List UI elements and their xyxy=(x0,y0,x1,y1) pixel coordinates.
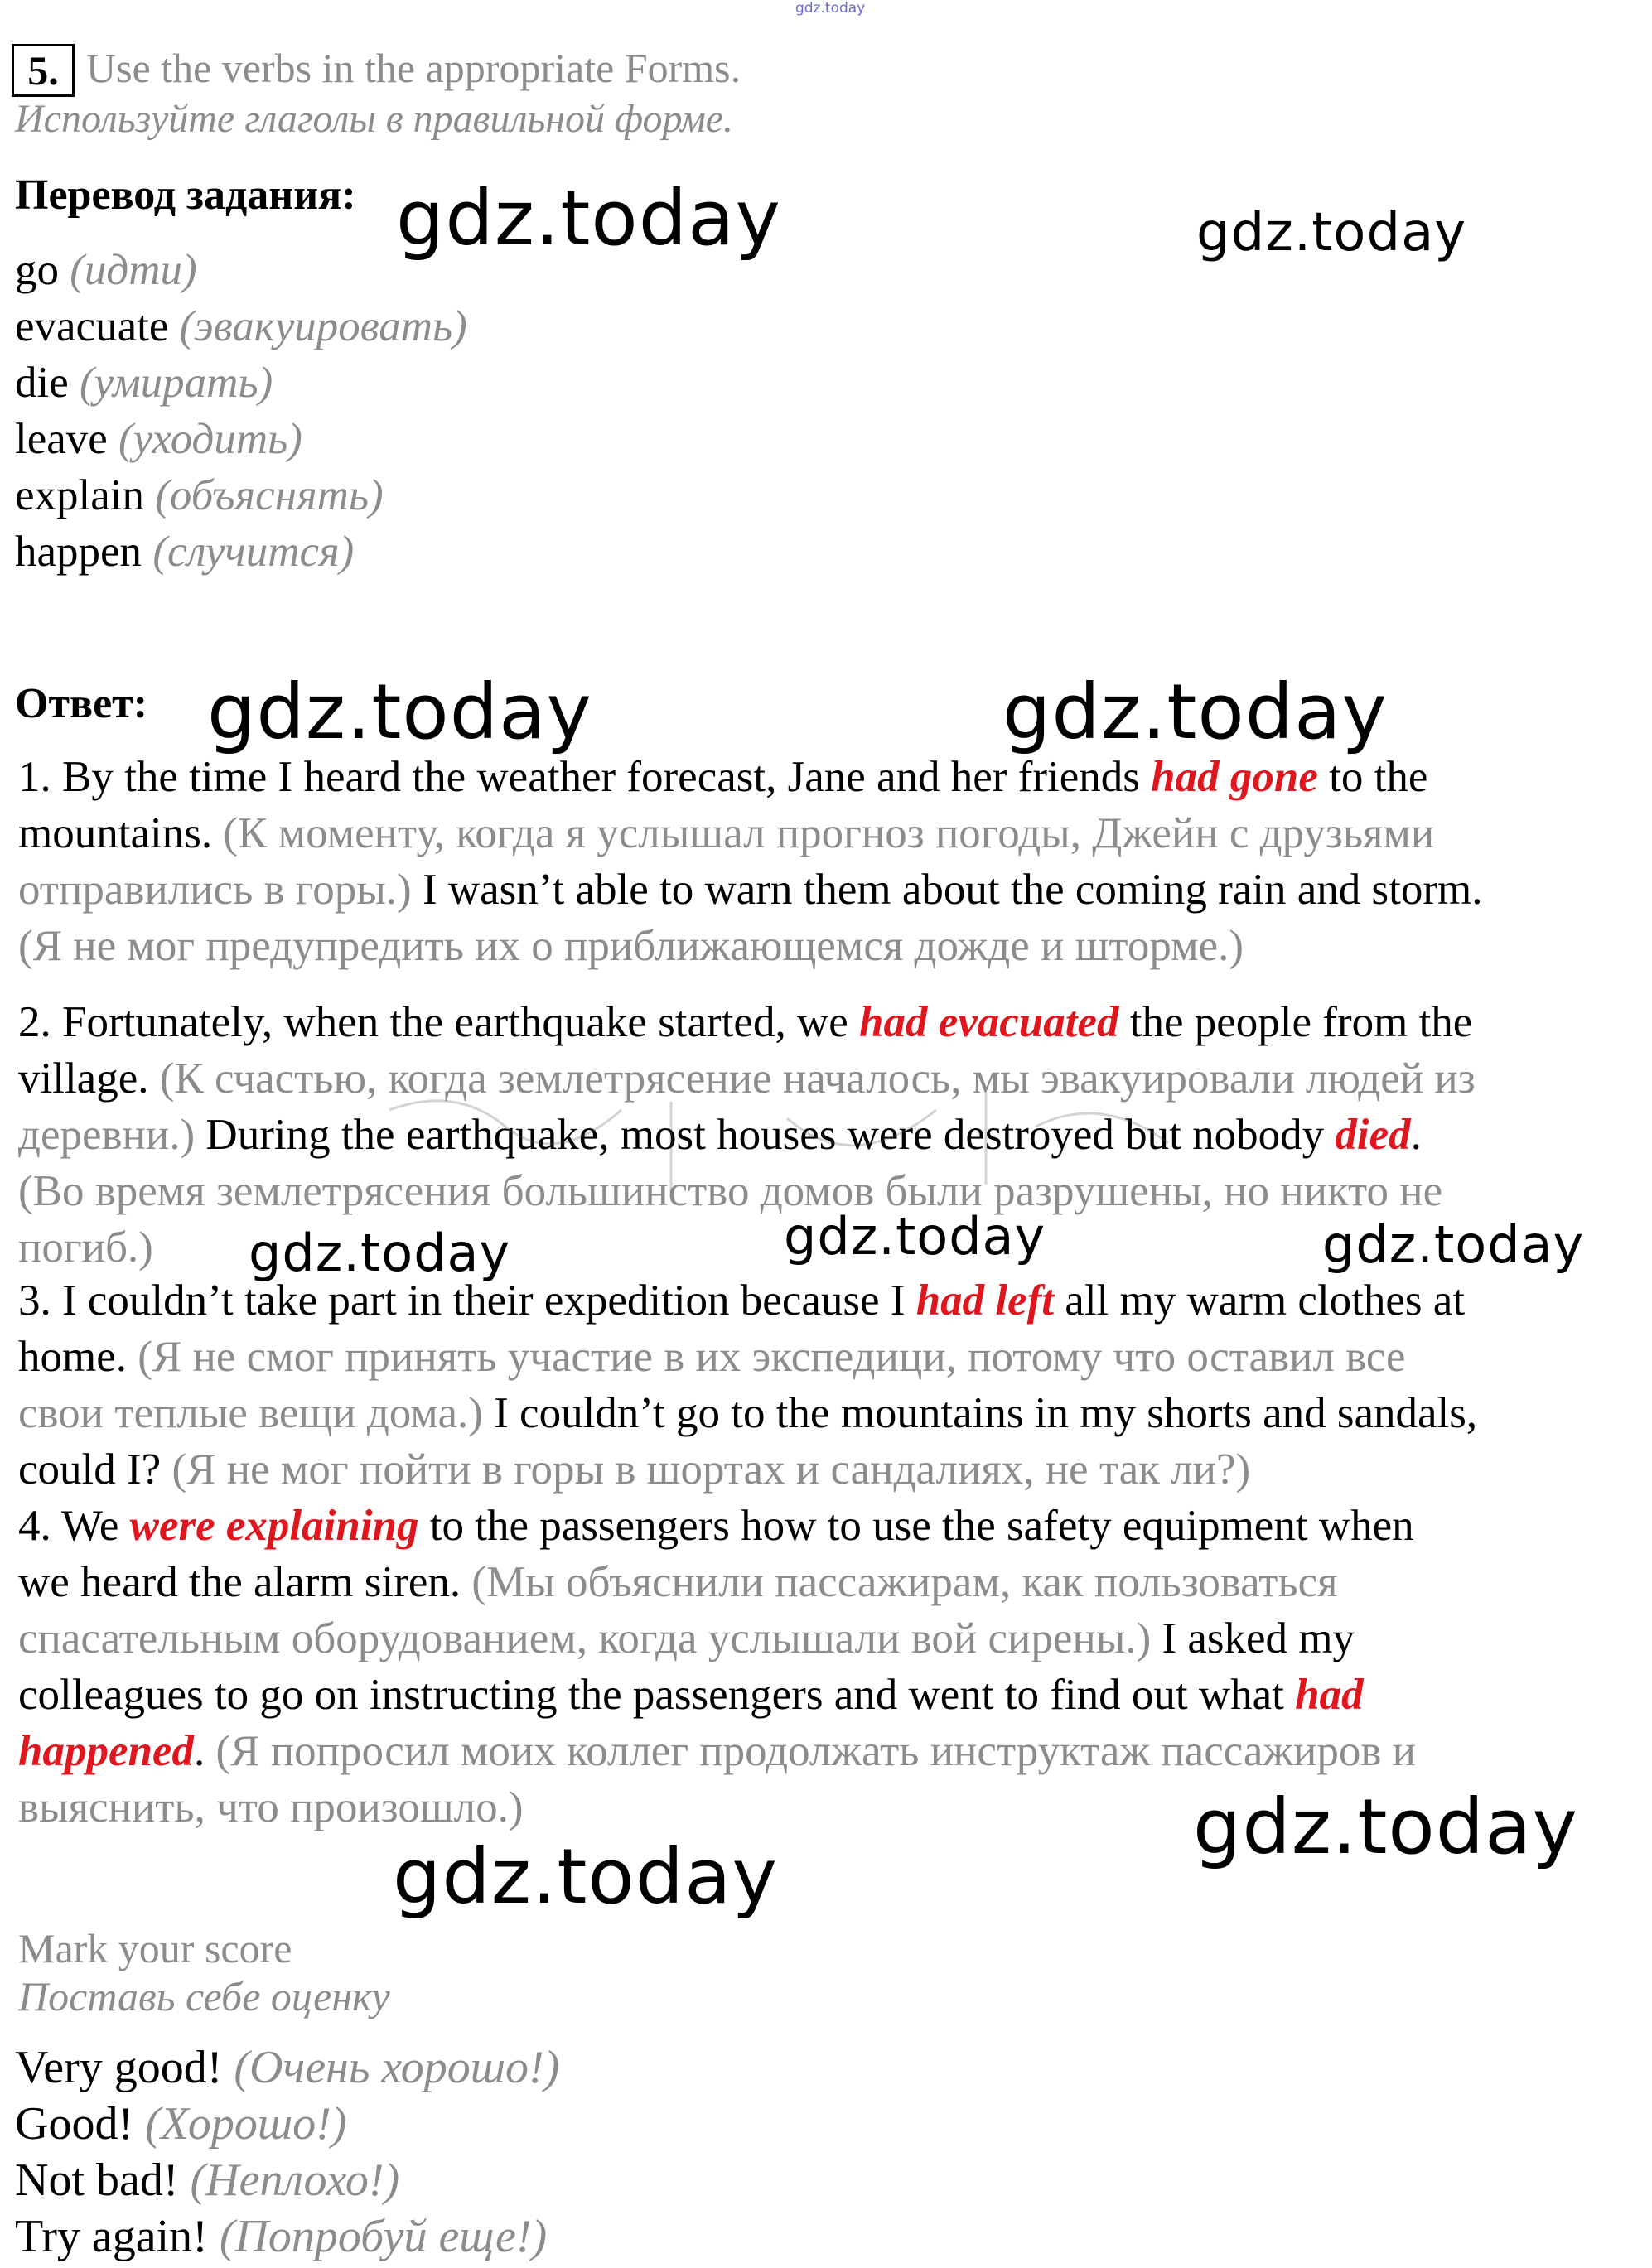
score-title-ru: Поставь себе оценку xyxy=(18,1973,390,2019)
answer-text: 3. I couldn’t take part in their expedition because I xyxy=(18,1276,916,1325)
answer-text: I couldn’t go to the mountains in my shorts and sandals, xyxy=(482,1389,1478,1437)
score-en: Very good! xyxy=(15,2042,223,2093)
answer-text: colleagues to go on instructing the passengers and went to find out what xyxy=(18,1671,1296,1719)
answer-translation: (Я попросил моих коллег продолжать инструктаж пассажиров и xyxy=(215,1727,1417,1775)
verb-item xyxy=(15,411,302,467)
answer-line xyxy=(18,1667,1364,1723)
answer-line xyxy=(18,1554,1338,1610)
task-title-ru: Используйте глаголы в правильной форме. xyxy=(15,97,734,141)
answer-text: to the xyxy=(1317,753,1428,801)
answer-text: 2. Fortunately, when the earthquake started, we xyxy=(18,998,859,1046)
answer-translation: (К счастью, когда землетрясение началось, мы эвакуировали людей из xyxy=(159,1054,1476,1103)
answer-text: 1. By the time I heard the weather forecast, Jane and her friends xyxy=(18,753,1152,801)
answer-line xyxy=(18,994,1472,1050)
answer-line xyxy=(18,1723,1416,1779)
verb-ru: (объяснять) xyxy=(155,471,384,519)
answer-translation: отправились в горы.) xyxy=(18,866,412,914)
answer-translation: (Во время землетрясения большинство домов были разрушены, но никто не xyxy=(18,1167,1443,1215)
score-ru: (Попробуй еще!) xyxy=(219,2211,548,2262)
score-en: Try again! xyxy=(15,2211,208,2262)
answer-translation: (К моменту, когда я услышал прогноз погоды, Джейн с друзьями xyxy=(223,809,1435,857)
answer-line xyxy=(18,1272,1465,1329)
translation-heading: Перевод задания: xyxy=(15,171,356,219)
watermark: gdz.today xyxy=(1193,1783,1578,1871)
score-option xyxy=(15,2039,559,2096)
score-en: Good! xyxy=(15,2098,134,2150)
answer-translation: выяснить, что произошло.) xyxy=(18,1783,524,1831)
verb-item xyxy=(15,242,197,298)
score-option xyxy=(15,2208,547,2265)
answer-line xyxy=(18,1441,1250,1498)
verb-en: go xyxy=(15,246,59,294)
answer-verb: were explaining xyxy=(129,1502,419,1550)
answer-line xyxy=(18,861,1482,918)
verb-item xyxy=(15,298,467,355)
verb-en: explain xyxy=(15,471,144,519)
answer-text: to the passengers how to use the safety equipment when xyxy=(418,1502,1414,1550)
answer-verb: had xyxy=(1295,1671,1364,1719)
answer-line xyxy=(18,1498,1414,1554)
answer-text: . xyxy=(1410,1111,1422,1159)
answer-heading: Ответ: xyxy=(15,680,148,727)
verb-en: happen xyxy=(15,528,142,576)
answer-text: I wasn’t able to warn them about the coming rain and storm. xyxy=(411,866,1483,914)
answer-text: mountains. xyxy=(18,809,224,857)
answer-translation: (Я не смог принять участие в их экспедици, потому что оставил все xyxy=(138,1333,1406,1381)
answer-line xyxy=(18,749,1427,805)
score-option xyxy=(15,2152,399,2208)
answer-text: we heard the alarm siren. xyxy=(18,1558,472,1606)
answer-translation: деревни.) xyxy=(18,1111,196,1159)
watermark: gdz.today xyxy=(393,1832,778,1921)
score-ru: (Хорошо!) xyxy=(145,2098,347,2150)
answer-text: the people from the xyxy=(1118,998,1473,1046)
watermark: gdz.today xyxy=(1322,1214,1585,1275)
answer-text: village. xyxy=(18,1054,160,1103)
verb-ru: (умирать) xyxy=(80,359,273,407)
score-title-en: Mark your score xyxy=(18,1925,292,1971)
answer-line xyxy=(18,1610,1355,1667)
score-ru: (Неплохо!) xyxy=(190,2155,400,2206)
answer-text: 4. We xyxy=(18,1502,130,1550)
watermark: gdz.today xyxy=(1002,668,1388,756)
verb-item xyxy=(15,355,273,411)
answer-text: I asked my xyxy=(1151,1614,1355,1662)
answer-line xyxy=(18,1385,1477,1441)
answer-line xyxy=(18,1219,153,1276)
answer-text: During the earthquake, most houses were destroyed but nobody xyxy=(195,1111,1336,1159)
answer-verb: had gone xyxy=(1151,753,1318,801)
score-en: Not bad! xyxy=(15,2155,179,2206)
answer-verb: had evacuated xyxy=(859,998,1119,1046)
score-option xyxy=(15,2096,346,2152)
answer-line xyxy=(18,805,1434,861)
verb-ru: (уходить) xyxy=(118,415,302,463)
answer-line xyxy=(18,1329,1406,1385)
verb-en: die xyxy=(15,359,69,407)
answer-text: all my warm clothes at xyxy=(1054,1276,1466,1325)
answer-text: . xyxy=(194,1727,216,1775)
answer-translation: погиб.) xyxy=(18,1223,153,1272)
watermark: gdz.today xyxy=(207,668,592,756)
answer-translation: спасательным оборудованием, когда услышали вой сирены.) xyxy=(18,1614,1152,1662)
watermark: gdz.today xyxy=(249,1223,511,1283)
task-title-en: Use the verbs in the appropriate Forms. xyxy=(86,45,741,91)
watermark: gdz.today xyxy=(396,174,781,263)
answer-translation: свои теплые вещи дома.) xyxy=(18,1389,483,1437)
answer-translation: (Я не мог предупредить их о приближающемся дожде и шторме.) xyxy=(18,922,1244,970)
verb-en: leave xyxy=(15,415,108,463)
answer-line xyxy=(18,1779,523,1836)
answer-translation: (Я не мог пойти в горы в шортах и сандалиях, не так ли?) xyxy=(171,1445,1251,1494)
verb-ru: (идти) xyxy=(70,246,197,294)
verb-ru: (эвакуировать) xyxy=(179,302,467,350)
scan-artifact xyxy=(356,1077,1268,1209)
score-ru: (Очень хорошо!) xyxy=(234,2042,560,2093)
answer-translation: (Мы объяснили пассажирам, как пользоваться xyxy=(471,1558,1338,1606)
answer-verb: died xyxy=(1335,1111,1411,1159)
task-number: 5. xyxy=(12,44,75,97)
watermark: gdz.today xyxy=(784,1206,1046,1267)
verb-item xyxy=(15,524,354,580)
verb-ru: (случится) xyxy=(152,528,355,576)
answer-verb: had left xyxy=(915,1276,1055,1325)
answer-text: home. xyxy=(18,1333,138,1381)
watermark: gdz.today xyxy=(1196,202,1467,263)
verb-item xyxy=(15,467,384,524)
answer-verb: happened xyxy=(18,1727,194,1775)
answer-text: could I? xyxy=(18,1445,172,1494)
answer-line xyxy=(18,918,1244,974)
verb-en: evacuate xyxy=(15,302,169,350)
header-watermark: gdz.today xyxy=(795,0,866,17)
